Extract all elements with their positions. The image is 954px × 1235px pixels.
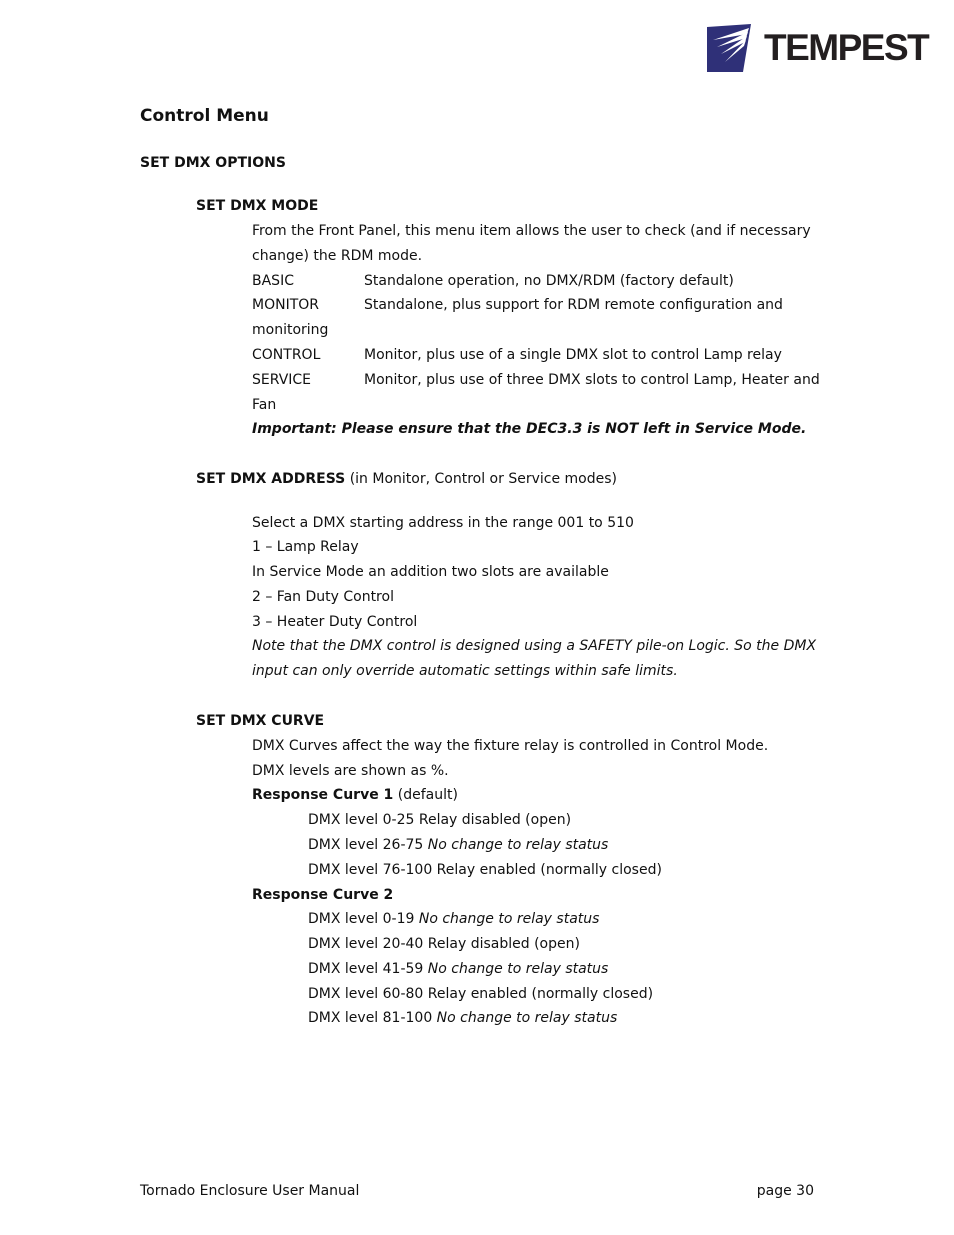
curve-status: Relay enabled (normally closed) <box>423 986 654 1002</box>
mode-name: CONTROL <box>252 347 321 363</box>
curve-row <box>308 985 653 1003</box>
curve-level: DMX level 20-40 <box>308 936 424 952</box>
dmx-address-note: Note that the DMX control is designed using a SAFETY pile-on Logic. So the DMX <box>252 638 817 654</box>
curve-status: Relay enabled (normally closed) <box>432 862 662 878</box>
dmx-address-line: 2 – Fan Duty Control <box>252 589 394 605</box>
curve-row <box>308 910 599 928</box>
curve-row <box>308 836 608 854</box>
mode-name: MONITOR <box>252 297 319 313</box>
curve-level: DMX level 41-59 <box>308 961 424 977</box>
footer-manual-title: Tornado Enclosure User Manual <box>140 1183 360 1199</box>
important-notice: Important: Please ensure that the DEC3.3 is NOT left in Service Mode. <box>252 421 807 437</box>
mode-description: Monitor, plus use of three DMX slots to control Lamp, Heater and <box>364 372 820 388</box>
mode-description: Standalone, plus support for RDM remote configuration and <box>364 297 783 313</box>
curve-level: DMX level 76-100 <box>308 862 433 878</box>
curve-level: DMX level 0-25 <box>308 812 415 828</box>
tempest-logo-icon <box>703 22 753 74</box>
curve-row <box>308 935 580 953</box>
response-curve-title-line <box>252 786 458 804</box>
curve-status: No change to relay status <box>423 961 609 977</box>
mode-name: SERVICE <box>252 372 312 388</box>
dmx-address-heading-note: (in Monitor, Control or Service modes) <box>345 471 617 487</box>
page-title: Control Menu <box>140 106 269 126</box>
tempest-logo <box>703 22 929 76</box>
curve-status: No change to relay status <box>432 1010 618 1026</box>
curve-row <box>308 960 608 978</box>
curve-row <box>308 861 662 879</box>
dmx-address-line: 1 – Lamp Relay <box>252 539 359 555</box>
curve-status: No change to relay status <box>423 837 609 853</box>
footer-page-number: page 30 <box>756 1183 814 1199</box>
mode-description-continued: Fan <box>252 397 277 413</box>
dmx-address-line: In Service Mode an addition two slots are available <box>252 564 609 580</box>
dmx-mode-intro: change) the RDM mode. <box>252 248 423 264</box>
curve-row <box>308 811 571 829</box>
dmx-mode-intro: From the Front Panel, this menu item allows the user to check (and if necessary <box>252 223 811 239</box>
dmx-curve-intro: DMX Curves affect the way the fixture relay is controlled in Control Mode. <box>252 738 769 754</box>
response-curve-title: Response Curve 2 <box>252 887 394 903</box>
curve-level: DMX level 60-80 <box>308 986 424 1002</box>
dmx-address-note: input can only override automatic settings within safe limits. <box>252 663 678 679</box>
curve-status: No change to relay status <box>414 911 600 927</box>
curve-level: DMX level 26-75 <box>308 837 424 853</box>
section-title: SET DMX OPTIONS <box>140 155 286 171</box>
dmx-mode-heading: SET DMX MODE <box>196 198 319 214</box>
response-curve-note: (default) <box>393 787 458 803</box>
curve-level: DMX level 0-19 <box>308 911 415 927</box>
response-curve-title: Response Curve 1 <box>252 787 394 803</box>
dmx-curve-heading: SET DMX CURVE <box>196 713 325 729</box>
dmx-address-heading: SET DMX ADDRESS <box>196 471 346 487</box>
curve-level: DMX level 81-100 <box>308 1010 433 1026</box>
mode-description: Monitor, plus use of a single DMX slot to control Lamp relay <box>364 347 782 363</box>
mode-name: BASIC <box>252 273 294 289</box>
mode-description-continued: monitoring <box>252 322 329 338</box>
dmx-curve-intro: DMX levels are shown as %. <box>252 763 449 779</box>
dmx-address-line: 3 – Heater Duty Control <box>252 614 418 630</box>
curve-status: Relay disabled (open) <box>423 936 580 952</box>
dmx-address-line: Select a DMX starting address in the range 001 to 510 <box>252 515 634 531</box>
curve-row <box>308 1009 617 1027</box>
dmx-address-heading-line <box>196 470 617 488</box>
curve-status: Relay disabled (open) <box>414 812 572 828</box>
logo-wordmark: TEMPEST <box>764 27 929 68</box>
mode-description: Standalone operation, no DMX/RDM (factory default) <box>364 273 734 289</box>
